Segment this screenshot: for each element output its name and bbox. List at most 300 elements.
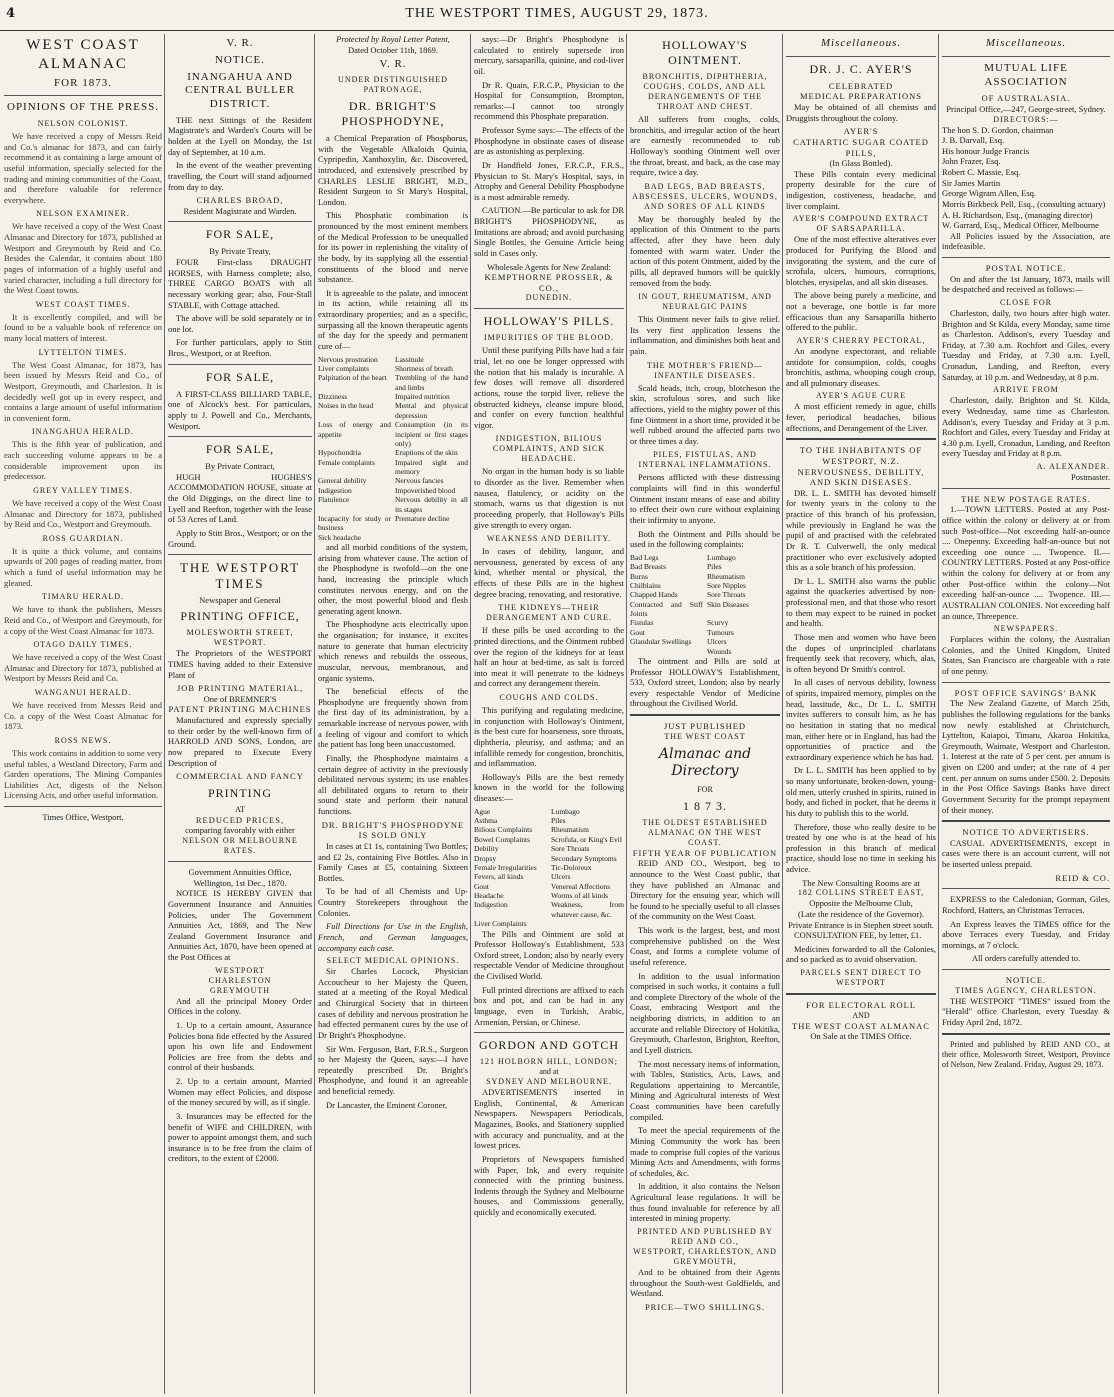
ailment-item: Hypochondria xyxy=(318,448,361,458)
on-sale: On Sale at the TIMES Office. xyxy=(810,1031,912,1042)
ad-text: On and after the 1st January, 1873, mails will be despatched and received as follows:— xyxy=(942,273,1110,295)
complaint-item: Wounds xyxy=(707,646,732,656)
disease-item: Gout xyxy=(474,881,489,891)
disease-item: Bilious Complaints xyxy=(474,825,533,835)
complaint-item: Lumbago xyxy=(707,552,736,562)
ad-text: says:—Dr Bright's Phosphodyne is calculated to entirely supersede iron mercury, sarsaparilla, quinine, and cod-liver oil. xyxy=(474,34,624,76)
gov-office: Government Annuities Office, xyxy=(188,867,292,877)
ad-text: This Ointment never fails to give relief. Its very first application lessens the inflammation, and diminishes both heat and pain. xyxy=(630,314,780,356)
column-phosphodyne xyxy=(318,34,468,1394)
select-opinions: SELECT MEDICAL OPINIONS. xyxy=(326,956,460,966)
for-sale-heading: FOR SALE, xyxy=(205,369,275,384)
source-heading: GREY VALLEY TIMES. xyxy=(33,485,133,495)
ailment-item: Sick headache xyxy=(318,532,362,542)
printing-text: Manufactured and expressly specially to their order by the well-known firm of HARROLD AND SONS, London, are now prepared to Execute Every Description of xyxy=(168,715,312,768)
ad-text: ADVERTISEMENTS inserted in English, Continental, & American Newspapers. Newspapers Periodicals, Magazines, Books, and Stationery supplied with accuracy and punctuality, and at the lowest prices. xyxy=(474,1087,624,1151)
director-item: A. H. Richardson, Esq., (managing director) xyxy=(942,209,1093,220)
printed: PRINTED AND PUBLISHED BY xyxy=(637,1226,773,1236)
ayers-title: DR. J. C. AYER'S xyxy=(809,61,913,76)
ailment-item: Mental and physical depression xyxy=(395,401,468,420)
complaint-item xyxy=(630,647,703,656)
ad-text: All sufferers from coughs, colds, bronchitis, and irregular action of the heart are earnestly recommended to rub Holloway's soothing Ointment well over the throat, breast, and back, as the case may require, twice a day. xyxy=(630,114,780,178)
electoral-roll: FOR ELECTORAL ROLL xyxy=(805,1000,917,1010)
column-rule xyxy=(782,34,783,1394)
ailment-item: Incapacity for study or business xyxy=(318,513,391,533)
for-sale-text: Apply to Stitt Bros., Westport; or on the Ground. xyxy=(168,527,312,549)
column-almanac-opinions xyxy=(4,34,162,1394)
subheading: PILES, FISTULAS, AND INTERNAL INFLAMMATIONS. xyxy=(638,450,772,470)
disease-item xyxy=(551,919,624,928)
opinion-text: We have received a copy of the West Coast Almanac and Directory for 1873, published by Reid and Co., Westport and Greymouth. xyxy=(4,497,162,530)
ad-text: REID AND CO., Westport, beg to announce to the West Coast public, that they have published an Almanac and Directory for the ensuing year, which will be found to be specially useful to all classes of the community on the West Coast. xyxy=(630,858,780,922)
ad-text: and all morbid conditions of the system, arising from whatever cause. The action of the Phosphodyne is twofold—on the one hand, increasing the principle which constitutes nervous energy, and on the other, the most powerful blood and flesh generating agent known. xyxy=(318,542,468,616)
ailment-item: Female complaints xyxy=(318,457,375,467)
director-item: Morris Birkbeck Pell, Esq., (consulting actuary) xyxy=(942,198,1106,209)
ad-text: The New Zealand Gazette, of March 25th, publishes the following regulations for the banks now newly established at Christchurch, Lyttelton, Kaiapoi, Timaru, Akaroa Hokitika, Greymouth, Waimate, Westport and Charleston. 1. Interest at the rate of 5 per cent. per annum is given on £200 and under; at the rate of 4 per cent. per annum on sums under £500. 2. Deposits in the Post Office Savings Banks have direct Government Security for the prompt repayment of their money. xyxy=(942,698,1110,815)
opinion-text: We have received from Messrs Reid and Co. a copy of the West Coast Almanac for 1873. xyxy=(4,700,162,732)
sarsaparilla: AYER'S COMPOUND EXTRACT OF SARSAPARILLA. xyxy=(792,214,930,234)
notice: NOTICE. xyxy=(1005,975,1047,985)
ad-text: Professor Syme says:—The effects of the Phosphodyne in obstinate cases of disease are as astonishing as perplexing. xyxy=(474,125,624,157)
gordon-gotch: GORDON AND GOTCH xyxy=(478,1038,619,1053)
ailment-item: Flatulence xyxy=(318,495,350,505)
signature: CHARLES BROAD, xyxy=(196,195,284,206)
ailment-item: Impaired nutrition xyxy=(395,392,450,401)
directors: DIRECTORS:— xyxy=(993,114,1059,124)
rates: NELSON OR MELBOURNE RATES. xyxy=(182,836,298,855)
ad-text: Those men and women who have been the dupes of unprincipled charlatans frequently seek that recovery, which, alas, is often beyond Dr Smith's control. xyxy=(786,631,936,674)
ad-text: An anodyne expectorant, and reliable antidote for consumption, colds, coughs bronchitis, asthma, whooping cough croup, and all pulmonary diseases. xyxy=(786,345,936,388)
for-sale-text: HUGH HUGHES'S ACCOMMODATION HOUSE, situate at the Old Diggings, on the direct line to Lyell and Reefton, together with the lease of 53 Acres of Land. xyxy=(168,471,312,525)
disease-item: Lumbago xyxy=(551,806,580,816)
savings-bank: POST OFFICE SAVINGS' BANK xyxy=(954,687,1098,698)
ad-text: Therefore, those who really desire to be treated by one who is at the head of his profession in this branch of medical practice, should lose no time in seeking his advice. xyxy=(786,821,936,874)
for-sale-heading: FOR SALE, xyxy=(205,227,275,242)
imprint: Printed and published by REID AND CO., at their office, Molesworth Street, Westport, Province of Nelson, New Zealand. Friday, August 29, 1873. xyxy=(942,1039,1110,1069)
disease-item: Female Irregularities xyxy=(474,862,537,872)
notice-text: THE next Sittings of the Resident Magistrate's and Warden's Courts will be holden at the Lyell on Monday, the 1st day of September, at 10 a.m. xyxy=(168,114,312,157)
ad-text: Full printed directions are affixed to each box and pot, and can be had in any language, even in Turkish, Arabic, Armenian, Persian, or Chinese. xyxy=(474,984,624,1027)
for-sale-text: For further particulars, apply to Stitt Bros., Westport, or at Reefton. xyxy=(168,337,312,358)
town: WESTPORT. xyxy=(213,638,267,648)
disease-item: Scrofula, or King's Evil xyxy=(551,834,622,844)
ad-text: In addition, it also contains the Nelson Agricultural lease regulations. It will be thus found invaluable for reference by all interested in mining property. xyxy=(630,1181,780,1224)
subheading: THE MOTHER'S FRIEND—INFANTILE DISEASES. xyxy=(646,360,764,380)
ad-text: In addition to the usual information comprised in such works, it contains a full and complete Directory of the whole of the Coast, embracing Westport and the neighboring districts, in addition to an accurate and reliable Directory of Hokitika, Greymouth, Charleston, Brighton, Reefton, and Lyell districts. xyxy=(630,970,780,1055)
notice-heading: NOTICE. xyxy=(214,53,266,66)
disease-item: Weakness, from whatever cause, &c. xyxy=(551,900,624,919)
ad-text: Finally, the Phosphodyne maintains a certain degree of activity in the previously debilitated nervous system; its use enables all debilitated organs to return to their sound state and perform their natural functions. xyxy=(318,752,468,816)
gov-date: Wellington, 1st Dec., 1870. xyxy=(193,877,287,888)
close-for: CLOSE FOR xyxy=(1000,297,1052,307)
subheading: IMPURITIES OF THE BLOOD. xyxy=(483,333,615,343)
column-mutual-postal xyxy=(942,34,1110,1394)
source-heading: WEST COAST TIMES. xyxy=(35,299,131,309)
for-sale-text: FOUR First-class DRAUGHT HORSES, with Harness complete; also, THREE CARGO BOATS with all necessary working gear; also, Four-Stall STABLE, with Cottage attached. xyxy=(168,257,312,310)
signature-role: Resident Magistrate and Warden. xyxy=(183,205,297,216)
column-rule xyxy=(314,34,315,1394)
ad-text: Dr L. L. SMITH has been applied to by so many unfortunate, broken-down, young-old men, utterly crushed in spirits, ruined in body, and fiched in pocket, that he deems it his duty to publish this to the world. xyxy=(786,765,936,818)
complaint-item: Scurvy xyxy=(707,618,729,628)
notice-text: In the event of the weather preventing travelling, the Court will stand adjourned from day to day. xyxy=(168,160,312,192)
ad-text: This purifying and regulating medicine, in conjunction with Holloway's Ointment, is the best cure for hoarseness, sore throats, diphtheria, pleurisy, and asthma; and an infallible remedy for congestion, bronchitis, and inflammation. xyxy=(474,705,624,769)
printed-towns: WESTPORT, CHARLESTON, AND GREYMOUTH, xyxy=(633,1246,777,1266)
ad-text: A most efficient remedy in ague, chills fever, periodical headaches, bilious affections, and Derangement of the Liver. xyxy=(786,401,936,433)
subheading: COUGHS AND COLDS. xyxy=(499,693,599,702)
disease-item: Asthma xyxy=(474,816,498,825)
opinions-heading: OPINIONS OF THE PRESS. xyxy=(7,101,159,114)
inhabitants: TO THE INHABITANTS OF WESTPORT, N.Z. xyxy=(799,445,923,466)
source-heading: INANGAHUA HERALD. xyxy=(32,427,134,437)
ad-text: Both the Ointment and Pills should be used in the following complaints: xyxy=(630,528,780,550)
nervousness: NERVOUSNESS, DEBILITY, AND SKIN DISEASES. xyxy=(797,466,925,488)
opinion-text: We have to thank the publishers, Messrs Reid and Co., of Westport and Greymouth, for a copy of the West Coast Almanac for 1873. xyxy=(4,604,162,636)
ailment-item: Premature decline xyxy=(395,513,450,523)
agents-name: KEMPTHORNE PROSSER, & CO., xyxy=(484,272,614,293)
newspapers: NEWSPAPERS. xyxy=(993,624,1059,634)
ailment-item: Loss of energy and appetite xyxy=(318,420,391,439)
ad-text: Dr R. Quain, F.R.C.P., Physician to the Hospital for Consumption, Brompton, remarks:—I cannot too strongly recommend this Phosphate preparation. xyxy=(474,79,624,122)
ad-text: All Policies issued by the Association, are indefeasible. xyxy=(942,230,1110,252)
complaint-item: Glandular Swellings xyxy=(630,637,692,647)
complaint-item: Piles xyxy=(707,562,722,572)
phosphodyne-title: DR. BRIGHT'S PHOSPHODYNE, xyxy=(341,99,445,128)
rooms-private: Private Entrance is in Stephen street south. xyxy=(788,919,934,930)
ad-text: In cases at £1 1s, containing Two Bottles; and £2 2s, containing Five Bottles. Also in Family Cases at £5, containing Sixteen Bottles. xyxy=(318,840,468,883)
ague-cure: AYER'S AGUE CURE xyxy=(815,391,907,401)
ad-text: And to be obtained from their Agents throughout the South-west Goldfields, and Westland. xyxy=(630,1266,780,1299)
subheading: THE KIDNEYS—THEIR DERANGEMENT AND CURE. xyxy=(486,603,612,623)
column-rule xyxy=(164,34,165,1394)
ad-text: The Phosphodyne acts electrically upon the organisation; for instance, it excites nature to generate that human electricity which renews and rebuilds the osseous, muscular, nervous, membranous, and organic systems. xyxy=(318,619,468,683)
one-of: One of BREMNER'S xyxy=(203,693,277,704)
orders: All orders carefully attended to. xyxy=(971,953,1081,964)
for-word: FOR xyxy=(697,784,713,794)
ailment-item: Nervous debility in all its stages xyxy=(395,495,468,514)
cherry-pectoral: AYER'S CHERRY PECTORAL, xyxy=(796,335,926,345)
wca: THE WEST COAST ALMANAC xyxy=(792,1020,930,1031)
ad-text: THE WESTPORT "TIMES" issued from the "Herald" office Charleston, every Tuesday & Friday April 2nd, 1872. xyxy=(942,995,1110,1027)
ad-text: The above being purely a medicine, and not a beverage, one bottle is far more efficacious than any Sarsaparilla hitherto offered to the public. xyxy=(786,290,936,333)
director-item: Sir James Martin xyxy=(942,177,1001,188)
director-item: George Wigram Allen, Esq. xyxy=(942,188,1037,199)
ailment-item: Impaired sight and memory xyxy=(395,457,468,476)
paper-name: THE WESTPORT TIMES xyxy=(179,560,301,592)
list-item: 1. Up to a certain amount, Assurance Policies bona fide effected by the Assured upon his own life and Endowment Policies are free from the debts and control of their husbands. xyxy=(168,1019,312,1073)
ailment-item: General debility xyxy=(318,476,367,486)
postmaster-role: Postmaster. xyxy=(1071,472,1110,482)
price: PRICE—TWO SHILLINGS. xyxy=(644,1301,766,1312)
ad-text: Forplaces within the colony, the Australian Colonies, and the United Kingdom, United States, San Francisco are chargeable with a rate of one penny. xyxy=(942,634,1110,676)
ad-text: The most necessary items of information, with Tables, Statistics, Acts, Laws, and Regulations appertaining to Mercantile, Mining and Agricultural interests of West Coast communities have been carefully compiled. xyxy=(630,1058,780,1122)
source-heading: NELSON EXAMINER. xyxy=(36,209,130,219)
job-printing: JOB PRINTING MATERIAL, xyxy=(176,683,304,694)
ailment-item: Nervous fancies xyxy=(395,476,444,486)
ad-text: Full Directions for Use in the English, French, and German languages, accompany each case. xyxy=(318,921,468,953)
ad-text: This Phosphatic combination is pronounced by the most eminent members of the Medical Profession to be unequalled for its power in replenishing the vitality of the body, by its supplying all the essential constituents of the blood and nerve substance. xyxy=(318,210,468,285)
rooms-opposite: Opposite the Melbourne Club, xyxy=(809,898,913,909)
column-rule xyxy=(938,34,939,1394)
printing-office: PRINTING OFFICE, xyxy=(180,609,300,624)
disease-item: Dropsy xyxy=(474,853,497,863)
complaint-item: Gout xyxy=(630,627,645,637)
district-heading: INANGAHUA AND CENTRAL BULLER DISTRICT. xyxy=(185,70,295,110)
vr-mark: V. R. xyxy=(226,37,254,49)
disease-item: Piles xyxy=(551,816,566,825)
source-heading: ROSS NEWS. xyxy=(54,735,112,745)
ailment-item: Indigestion xyxy=(318,485,352,495)
column-rule xyxy=(470,34,471,1394)
disease-item: Worms of all kinds xyxy=(551,891,609,900)
section-header: Miscellaneous. xyxy=(820,37,902,49)
source-heading: ROSS GUARDIAN. xyxy=(42,533,124,543)
disease-item: Bowel Complaints xyxy=(474,834,531,844)
town-greymouth: GREYMOUTH xyxy=(209,985,271,995)
ailment-item: Impoverished blood xyxy=(395,485,456,495)
source-heading: LYTTELTON TIMES. xyxy=(38,347,128,357)
commercial: COMMERCIAL AND FANCY xyxy=(176,771,304,782)
fifth-year: FIFTH YEAR OF PUBLICATION xyxy=(632,847,778,858)
gg-city: SYDNEY AND MELBOURNE. xyxy=(486,1077,612,1087)
town-westport: WESTPORT xyxy=(215,965,265,975)
cathartic-pills: CATHARTIC SUGAR COATED PILLS, xyxy=(793,136,929,158)
office-footer: Times Office, Westport. xyxy=(42,812,124,822)
ad-text: May be thoroughly healed by the application of this Ointment to the parts affected, after they have been duly fomented with warm water. Under the action of this potent Ointment, aided by the pills, all depraved humors will be quickly removed from the body. xyxy=(630,213,780,288)
ad-text: This work is the largest, best, and most comprehensive published on the West Coast, and forms a complete volume of useful reference. xyxy=(630,925,780,967)
ad-text: Dr Lancaster, the Eminent Coroner, xyxy=(326,1099,448,1110)
and-word: AND xyxy=(852,1010,870,1020)
ad-text: Holloway's Pills are the best remedy known in the world for the following diseases:— xyxy=(474,771,624,803)
almanac-year: 1 8 7 3. xyxy=(683,798,727,813)
opinion-text: It is excellently compiled, and will be found to be a valuable book of reference on many local matters of interest. xyxy=(4,311,162,343)
director-item: His honour Judge Francis xyxy=(942,145,1030,156)
ad-text: Dr Handfield Jones, F.R.C.P., F.R.S., Physician to St. Mary's Hospital, says, in Atrophy and General Debility Phosphodyne is a most admirable remedy. xyxy=(474,159,624,202)
opinion-text: We have received a copy of the West Coast Almanac and Directory for 1873, published at Westport by Messrs Reid and Co. xyxy=(4,652,162,684)
for-sale-sub: By Private Treaty, xyxy=(209,246,271,257)
source-heading: OTAGO DAILY TIMES. xyxy=(33,640,133,650)
patronage: UNDER DISTINGUISHED PATRONAGE, xyxy=(338,75,448,94)
printing-machines: PATENT PRINTING MACHINES xyxy=(168,704,312,715)
complaint-item: Contracted and Stiff Joints xyxy=(630,599,703,618)
director-item: W. Garrard, Esq., Medical Officer, Melbourne xyxy=(942,220,1099,231)
ad-text: Proprietors of Newspapers furnished with Paper, Ink, and every requisite connected with the printing business. Indents through the Sydney and Melbourne houses, and Commissions generally, quickly and economically executed. xyxy=(474,1153,624,1217)
ad-text: These Pills contain every medicinal property desirable for the cure of indigestion, costiveness, headache, and liver complaint. xyxy=(786,168,936,211)
agents: Wholesale Agents for New Zealand: xyxy=(487,261,611,272)
postmaster: A. ALEXANDER. xyxy=(1036,462,1110,471)
ad-text: Sir Charles Locock, Physician Accoucheur to her Majesty the Queen, stated at a meeting of the Royal Medical and Chirurgical Society that in thirteen cases of debility and nervous prostration he had effected permanent cures by the use of Dr Bright's Phosphodyne. xyxy=(318,966,468,1040)
protected: Protected by Royal Letter Patent, xyxy=(336,34,450,44)
ailment-item: Shortness of breath xyxy=(395,363,453,373)
ad-text: Sir Wm. Ferguson, Bart, F.R.S., Surgeon to her Majesty the Queen, says:—I have repeatedly prescribed Dr. Bright's Phosphodyne, and found it an agreeable and beneficial remedy. xyxy=(318,1043,468,1096)
comparing: comparing favorably with either xyxy=(185,825,295,836)
complaint-item: Burns xyxy=(630,571,648,581)
dated: Dated October 11th, 1869. xyxy=(347,44,439,55)
ailment-item: Lassitude xyxy=(395,354,424,364)
ad-text: Scald heads, itch, croup, blotcheson the skin, scrofulous sores, and such like affections, yield to the mighty power of this fine Ointment in a short time, provided it be well rubbed around the affected parts two or three times a day. xyxy=(630,382,780,446)
principal-office: Principal Office,—247, George-street, Sydney. xyxy=(946,103,1106,114)
gg-and: and at xyxy=(539,1067,559,1077)
disease-item: Debility xyxy=(474,844,499,854)
almanac-year: FOR 1873. xyxy=(54,76,112,89)
director-item: John Frazer, Esq. xyxy=(942,156,1001,167)
disease-item: Sore Throats xyxy=(551,844,590,854)
rooms-late: (Late the residence of the Governor). xyxy=(797,908,925,919)
column-ointment-almanac xyxy=(630,34,780,1394)
opinion-text: We have received a copy of the West Coast Almanac and Directory for 1873, published at Westport and Greymouth by Reid and Co. Besides the Calendar, it contains about 180 pages of information of a highly useful and varied character, including a full directory for the West Coast towns. xyxy=(4,221,162,296)
mutual-title: MUTUAL LIFE ASSOCIATION xyxy=(984,61,1068,88)
opinion-text: We have received a copy of Messrs Reid and Co.'s almanac for 1873, and can fairly recommend it as containing a large amount of useful information, specially selected for the trading and mining communities of the Coast, and therefore valuable for reference everywhere. xyxy=(4,131,162,205)
complaint-item: Rheumatism xyxy=(707,571,745,581)
subheading: IN GOUT, RHEUMATISM, AND NEURALGIC PAINS xyxy=(638,292,772,312)
opinion-text: This is the fifth year of publication, and each succeeding volume appears to be a considerable improvement upon its predecessor. xyxy=(4,439,162,482)
just-published: JUST PUBLISHED xyxy=(663,721,747,731)
street: MOLESWORTH STREET, xyxy=(186,628,294,638)
ad-text: EXPRESS to the Caledonian, Gorman, Giles, Rochford, Hatters, an Christmas Terraces. xyxy=(942,894,1110,915)
directors-list xyxy=(942,125,1110,231)
ailment-item: Liver complaints xyxy=(318,363,370,373)
ad-text: Until these purifying Pills have had a fair trial, let no one be longer oppressed with the notion that his malady is incurable. A few doses will remove all disordered actions, rouse the torpid liver, relieve the obstructed kidneys, cleanse impure blood, and confer on every function healthful vigor. xyxy=(474,345,624,430)
diseases-list xyxy=(474,807,624,929)
arrive-from: ARRIVE FROM xyxy=(993,385,1059,395)
ailments-list xyxy=(318,355,468,543)
disease-item: Fevers, all kinds xyxy=(474,872,524,882)
glass: (In Glass Bottled). xyxy=(829,158,893,169)
complaint-item: Skin Diseases xyxy=(707,599,749,609)
ailment-item: Nervous prostration xyxy=(318,354,378,364)
ad-text: Persons afflicted with these distressing complaints will find in this wonderful Ointment instant means of ease and ability to effect their own cure without explaining their infirmity to anyone. xyxy=(630,472,780,525)
ointment-title: HOLLOWAY'S OINTMENT. xyxy=(662,38,748,67)
ad-text: The ointment and Pills are sold at Professor HOLLOWAY'S Establishment, 533, Oxford street, London; also by nearly every respectable Vendor of Medicine throughout the Civilised World. xyxy=(630,655,780,709)
complaint-item: Fistulas xyxy=(630,618,654,628)
source-heading: NELSON COLONIST. xyxy=(37,119,129,128)
director-item: The hon S. D. Gordon, chairman xyxy=(942,124,1054,135)
complaint-item: Chapped Hands xyxy=(630,590,678,600)
director-item: Robert C. Massie, Esq. xyxy=(942,167,1021,177)
ad-text: If these pills be used according to the printed directions, and the Ointment rubbed over the region of the kidneys for at least half an hour at bed-time, as salt is forced into meat it will penetrate to the kidneys and correct any derangement therein. xyxy=(474,625,624,689)
ailment-item: Dizziness xyxy=(318,392,348,401)
complaint-item: Bad Breasts xyxy=(630,562,667,572)
subheading: WEAKNESS AND DEBILITY. xyxy=(486,534,612,544)
subheading: BAD LEGS, BAD BREASTS, ABSCESSES, ULCERS, WOUNDS, AND SORES OF ALL KINDS xyxy=(632,181,778,211)
ailment-item: Palpitation of the heart xyxy=(318,373,387,383)
west-coast: THE WEST COAST xyxy=(664,731,746,741)
disease-item: Ague xyxy=(474,806,491,816)
gov-notice: And all the principal Money Order Offices in the colony. xyxy=(168,995,312,1017)
masthead xyxy=(0,0,1114,31)
disease-item: Indigestion xyxy=(474,900,508,910)
section-header: Miscellaneous. xyxy=(985,37,1067,49)
disease-item: Ulcers xyxy=(551,872,571,882)
ad-text: a Chemical Preparation of Phosphorus, with the Vegetable Alkaloids Quinia, Cypripedin, Xanthoxylin, &c. Discovered, introduced, and extensively prescribed by CHARLES LESLIE BRIGHT, M.D., Resident Surgeon to St Mary's Hospital, London. xyxy=(318,133,468,207)
complaint-item: Chilblains xyxy=(630,580,661,590)
ad-text: May be obtained of all chemists and Druggists throughout the colony. xyxy=(786,102,936,123)
reid-co: REID & CO. xyxy=(1055,872,1110,883)
complaints-list xyxy=(630,553,780,656)
oldest: THE OLDEST ESTABLISHED ALMANAC ON THE WEST COAST. xyxy=(642,817,768,847)
gov-notice: NOTICE IS HEREBY GIVEN that Government Insurance and Annuities Policies, under The Government Annuities Act, 1869, and The New Zealand Government Insurance and Annuities Act, 1870, have been opened at the Post Offices at xyxy=(168,888,312,962)
celebrated: CELEBRATED xyxy=(828,80,894,91)
column-notices xyxy=(168,34,312,1394)
medical-preps: MEDICAL PREPARATIONS xyxy=(799,91,923,102)
page-number: 4 xyxy=(6,6,16,21)
printed-by: REID AND CO., xyxy=(671,1236,739,1246)
ailment-item: Noises in the head xyxy=(318,401,374,411)
source-heading: WANGANUI HERALD. xyxy=(34,688,132,697)
list-item: 3. Insurances may be effected for the benefit of WIFE and CHILDREN, with power to appoint amongst them, and such insurance is to be free from the claim of creditors, to the extent of £2000. xyxy=(168,1110,312,1164)
ad-text: The beneficial effects of the Phosphodyne are frequently shown from the first day of its administration, by a remarkable increase of nervous power, with a feeling of vigour and comfort to which the patient has long been unaccustomed. xyxy=(318,686,468,750)
ayers: AYER'S xyxy=(843,126,879,137)
gg-address: 121 HOLBORN HILL, LONDON; xyxy=(480,1057,618,1067)
director-item: J. B. Darvall, Esq. xyxy=(942,135,1005,146)
complaint-item: Sore Nipples xyxy=(707,580,746,590)
times-agency: TIMES AGENCY, CHARLESTON. xyxy=(955,985,1097,995)
printing-word: PRINTING xyxy=(208,785,272,800)
ad-text: It is agreeable to the palate, and innocent in its action, while retaining all its extraordinary properties; and as a specific, surpassing all the known therapeutic agents of the day for the speedy and permanent cure of— xyxy=(318,287,468,351)
disease-item: Tic-Doloreux xyxy=(551,862,592,872)
almanac-directory: Almanac and Directory xyxy=(658,745,752,780)
for-sale-text: The above will be sold separately or in one lot. xyxy=(168,313,312,334)
disease-item: Rheumatism xyxy=(551,825,589,835)
for-sale-text: A FIRST-CLASS BILLIARD TABLE, one of Alcock's best. For particulars, apply to J. Powell and Co., Merchants, Westport. xyxy=(168,388,312,431)
ad-text: In all cases of nervous debility, lowness of spirits, impaired memory, pimples on the head, lassitude, &c., Dr L. L. SMITH invites sufferers to consult him, as he has no hesitation in stating that no medical man, either here or in England, has had the opportunities of practice and the extraordinary experience which he has had. xyxy=(786,677,936,762)
ad-text: CAUTION.—Be particular to ask for DR BRIGHT'S PHOSPHODYNE, as Imitations are abroad; and avoid purchasing Single Bottles, the Genuine Article being sold in Cases only. xyxy=(474,205,624,258)
ad-text: No organ in the human body is so liable to disorder as the liver. Remember when nausea, flatulency, or acidity on the stomach, warns us that digestion is not proceeding properly, that Holloway's Pills give strength to every organ. xyxy=(474,466,624,530)
notice-advertisers: NOTICE TO ADVERTISERS. xyxy=(962,827,1090,838)
printing-text: The Proprietors of the WESTPORT TIMES having added to their Extensive Plant of xyxy=(168,648,312,680)
list-item: 2. Up to a certain amount, Married Women may effect Policies, and dispose of the money secured by will, as if single. xyxy=(168,1076,312,1108)
for-sale-heading: FOR SALE, xyxy=(205,442,275,457)
reduced-prices: REDUCED PRICES, xyxy=(195,814,285,825)
ailment-item: Trembling of the hand and limbs xyxy=(395,373,468,392)
disease-item: Secondary Symptoms xyxy=(551,853,617,863)
for-sale-sub: By Private Contract, xyxy=(205,461,275,472)
ad-text: CASUAL ADVERTISEMENTS, except in cases were there is an account current, will not be inserted unless prepaid. xyxy=(942,837,1110,869)
ad-text: Charleston, daily, two hours after high water. Brighton and St Kilda, every Monday, same time as Charleston. Addison's, every Tuesday and Friday, at 7.30 a.m. Rochfort and Giles, every Tuesday and Friday, at 7.30 a.m. Lyell, Cronadun, Landing, and Reefton, every Saturday, at 10 p.m. and Wednesday, at 8 p.m. xyxy=(942,307,1110,382)
sold-only: DR. BRIGHT'S PHOSPHODYNE IS SOLD ONLY xyxy=(321,819,465,841)
column-rule xyxy=(626,34,627,1394)
complaint-item: Sore Throats xyxy=(707,590,746,600)
rooms-address: 182 COLLINS STREET EAST, xyxy=(797,888,925,898)
ad-text: Dr L. L. SMITH also warns the public against the quackeries advertised by non-professional men, and that those who resort to them may expect to be ruined in pocket and health. xyxy=(786,575,936,629)
paper-sub: Newspaper and General xyxy=(199,594,281,605)
column-ayers-smith xyxy=(786,34,936,1394)
postage-rates: THE NEW POSTAGE RATES. xyxy=(961,493,1091,504)
opinion-text: The West Coast Almanac, for 1873, has been issued by Messrs Reid and Co., of Westport, Greymouth, and Charleston. It is decidedly well got up in every respect, and contains a large amount of useful information in convenient form. xyxy=(4,359,162,423)
ad-text: To be had of all Chemists and Up-Country Storekeepers throughout the Colonies. xyxy=(318,886,468,918)
ad-text: Medicines forwarded to all the Colonies, and so packed as to avoid observation. xyxy=(786,943,936,965)
subheading: BRONCHITIS, DIPHTHERIA, COUGHS, COLDS, AND ALL DERANGEMENTS OF THE THROAT AND CHEST. xyxy=(642,72,768,111)
newspaper-title: THE WESTPORT TIMES, AUGUST 29, 1873. xyxy=(405,6,709,21)
rooms: The New Consulting Rooms are at xyxy=(802,877,920,888)
town-charleston: CHARLESTON xyxy=(208,975,272,985)
postal-notice: POSTAL NOTICE. xyxy=(985,263,1067,273)
column-holloway-pills xyxy=(474,34,624,1394)
ad-text: The Pills and Ointment are sold at Professor Holloway's Establishment, 533 Oxford street, London; also by nearly every respectable Vendor of Medicine throughout the Civilised World. xyxy=(474,928,624,981)
complaint-item: Ulcers xyxy=(707,637,727,647)
subheading: INDIGESTION, BILIOUS COMPLAINTS, AND SICK HEADACHE. xyxy=(492,434,606,464)
ad-text: DR. L. L. SMITH has devoted himself for twenty years in the colony to the practice of this branch of his profession, while previously in England he was the pupil of and practised with the celebrated Dr R. T. Culverwell, the only medical practitioner who ever exclusively adopted this as a sole branch of his profession. xyxy=(786,487,936,573)
disease-item: Liver Complaints xyxy=(474,919,527,929)
complaint-item: Bad Legs xyxy=(630,552,659,562)
agents-town: DUNEDIN. xyxy=(525,293,573,303)
ad-text: To meet the special requirements of the Mining Community the work has been made to comprise full copies of the various Mining Acts and Amendments, with forms of schedules, &c. xyxy=(630,1125,780,1178)
opinion-text: This work contains in addition to some very useful tables, a Westland Directory, Farm and Garden operations, The Mining Companies Liabilities Act, digests of the Nelson Licensing Acts, and other useful information. xyxy=(4,747,162,801)
disease-item: Headache xyxy=(474,891,504,900)
ad-text: One of the most effective alteratives ever produced for Purifying the Blood and invigorating the system, and the cure of scrofula, ulcers, humours, corruptions, blotches, erysipelas, and all skin diseases. xyxy=(786,234,936,287)
almanac-title: WEST COAST ALMANAC xyxy=(26,37,140,72)
parcels: PARCELS SENT DIRECT TO WESTPORT xyxy=(800,968,922,987)
ad-text: Charleston, daily. Brighton and St. Kilda, every Wednesday, same time as Charleston. Addison's, every Tuesday and Friday at 3 p.m. Rochfort and Giles, every Tuesday and Friday at 4.30 p.m. Lyell, Cronadun, Landing, and Reefton every Tuesday and Friday at 8 p.m. xyxy=(942,395,1110,459)
